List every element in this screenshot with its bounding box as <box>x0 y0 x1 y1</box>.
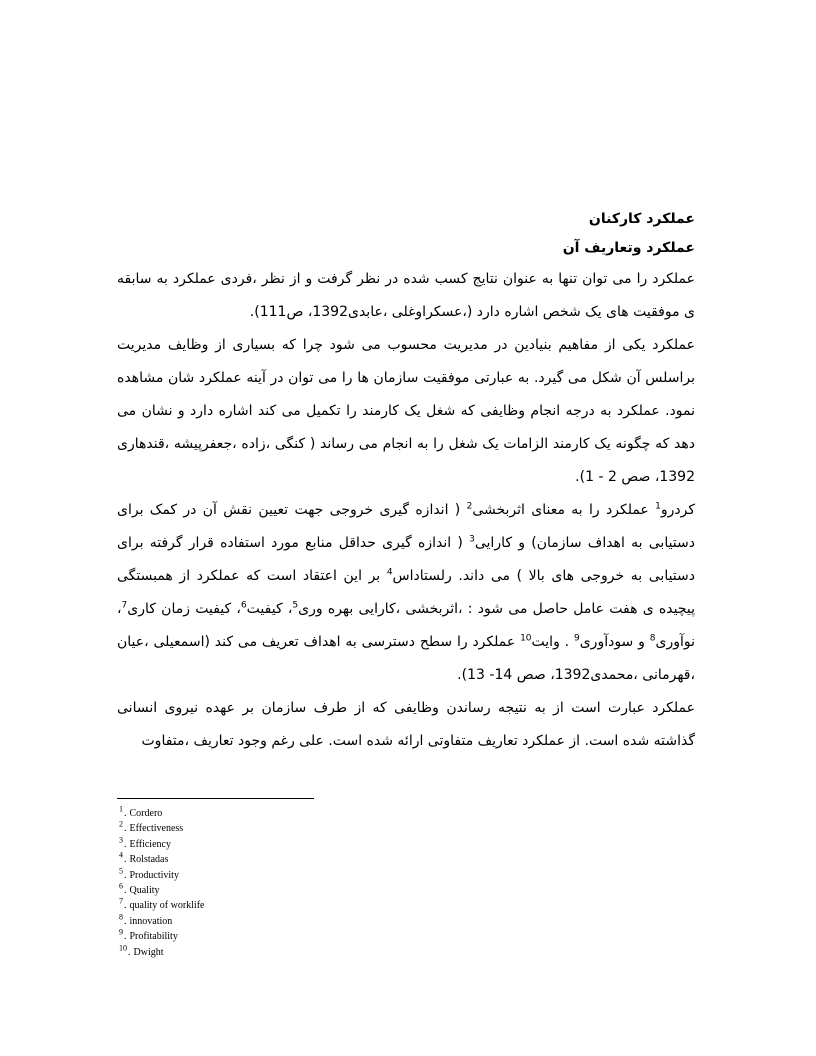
footnote-number: 6 <box>119 881 123 891</box>
footnote-item <box>119 806 204 821</box>
footnote-reference[interactable]: 5 <box>292 600 299 611</box>
paragraph <box>117 692 695 758</box>
footnote-dot: . <box>124 915 127 927</box>
footnote-text: innovation <box>129 915 173 927</box>
paragraph-text: ، کیفیت <box>246 601 293 617</box>
footnote-dot: . <box>124 885 127 897</box>
footnote-number: 2 <box>119 820 123 830</box>
paragraph-text: ( اندازه گیری حداقل منابع مورد استفاده قرار گرفته برای دستیابی به خروجی های بالا ) می داند. رلستاداس <box>117 535 695 584</box>
footnote-number: 1 <box>119 804 123 814</box>
footnote-dot: . <box>124 900 127 912</box>
footnote-number: 8 <box>119 912 123 922</box>
footnote-reference[interactable]: 10 <box>520 633 532 644</box>
footnote-number: 4 <box>119 850 123 860</box>
footnote-item <box>119 837 204 852</box>
paragraph-text: ، کیفیت زمان کاری <box>127 601 241 617</box>
paragraph-text: . وایت <box>531 634 574 650</box>
footnote-number: 7 <box>119 897 123 907</box>
footnote-reference[interactable]: 3 <box>469 534 475 545</box>
footnote-separator <box>117 798 314 799</box>
footnote-dot: . <box>124 808 127 819</box>
footnote-dot: . <box>124 869 127 881</box>
footnote-dot: . <box>124 823 127 835</box>
paragraph-text: کردرو <box>660 502 695 518</box>
paragraph-text: عملکرد را به معنای اثربخشی <box>472 502 656 518</box>
footnote-dot: . <box>128 946 131 958</box>
footnote-item <box>119 914 204 929</box>
paragraph-text: عملکرد عبارت است از به نتیجه رساندن وظایفی که از طرف سازمان بر عهده نیروی انسانی گذاشته شده است. از عملکرد تعاریف متفاوتی ارائه شده است. علی رغم وجود تعاریف ،متفاوت <box>117 700 695 749</box>
footnote-item <box>119 868 204 883</box>
footnote-text: Rolstadas <box>129 854 169 866</box>
paragraph <box>117 263 695 329</box>
footnote-number: 3 <box>119 835 123 845</box>
footnote-reference[interactable]: 2 <box>466 501 473 512</box>
footnote-dot: . <box>124 931 127 943</box>
footnote-item <box>119 945 204 960</box>
footnote-reference[interactable]: 6 <box>240 600 247 611</box>
footnote-number: 5 <box>119 866 123 876</box>
footnote-dot: . <box>124 854 127 866</box>
footnote-reference[interactable]: 9 <box>573 633 580 644</box>
footnote-reference[interactable]: 7 <box>121 600 128 611</box>
footnote-item <box>119 929 204 944</box>
paragraph-text: بر این اعتقاد است که عملکرد از همبستگی پیچیده ی هفت عامل حاصل می شود : ،اثربخشی ،کارایی بهره وری <box>117 568 695 617</box>
paragraph <box>117 494 695 692</box>
footnote-dot: . <box>124 838 127 850</box>
document-subtitle: عملکرد وتعاریف آن <box>562 240 695 256</box>
footnote-text: Dwight <box>133 946 164 958</box>
footnote-text: Efficiency <box>129 838 171 850</box>
footnote-reference[interactable]: 1 <box>655 501 661 512</box>
paragraph-text: ( اندازه گیری خروجی جهت تعیین نقش آن در کمک برای دستیابی به اهداف سازمان) و کارایی <box>117 502 695 551</box>
paragraph-text: و سودآوری <box>579 634 650 650</box>
footnote-item <box>119 852 204 867</box>
paragraph-text: ، نوآوری <box>117 601 695 650</box>
footnote-number: 9 <box>119 927 123 937</box>
document-body <box>117 205 695 758</box>
footnotes <box>119 806 204 960</box>
footnote-reference[interactable]: 4 <box>386 567 393 578</box>
footnote-text: quality of worklife <box>129 900 205 912</box>
footnote-number: 10 <box>119 943 127 953</box>
footnote-item <box>119 821 204 836</box>
footnote-text: Profitability <box>129 931 178 943</box>
footnote-text: Effectiveness <box>129 823 184 835</box>
footnote-item <box>119 883 204 898</box>
footnote-text: Quality <box>129 885 160 897</box>
footnote-item <box>119 898 204 913</box>
footnote-text: Productivity <box>129 869 179 881</box>
document-title: عملکرد کارکنان <box>588 211 695 227</box>
paragraph-text: عملکرد را می توان تنها به عنوان نتایج کسب شده در نظر گرفت و از نظر ،فردی عملکرد به سابقه ی موفقیت های یک شخص اشاره دارد (،عسکراوغلی ،عابدی1392، ص111). <box>117 271 695 320</box>
paragraphs <box>117 263 695 758</box>
paragraph <box>117 329 695 494</box>
paragraph-text: عملکرد یکی از مفاهیم بنیادین در مدیریت محسوب می شود چرا که بسیاری از وظایف مدیریت براسلس آن شکل می گیرد. به عبارتی موفقیت سازمان ها را می توان در آینه عملکرد شان مشاهده نمود. عملکرد به درجه انجام وظایفی که شغل یک کارمند را تکمیل می کند اشاره دارد و نشان می دهد که چگونه یک کارمند الزامات یک شغل را به انجام می رساند ( کنگی ،زاده ،جعفرپیشه ،قندهاری 1392، صص 2 - 1). <box>117 337 695 485</box>
footnote-text: Cordero <box>129 808 163 819</box>
paragraph-text: عملکرد را سطح دسترسی به اهداف تعریف می کند (اسمعیلی ،عیان ،قهرمانی ،محمدی1392، صص 14- 13). <box>117 634 695 683</box>
footnote-reference[interactable]: 8 <box>649 633 656 644</box>
